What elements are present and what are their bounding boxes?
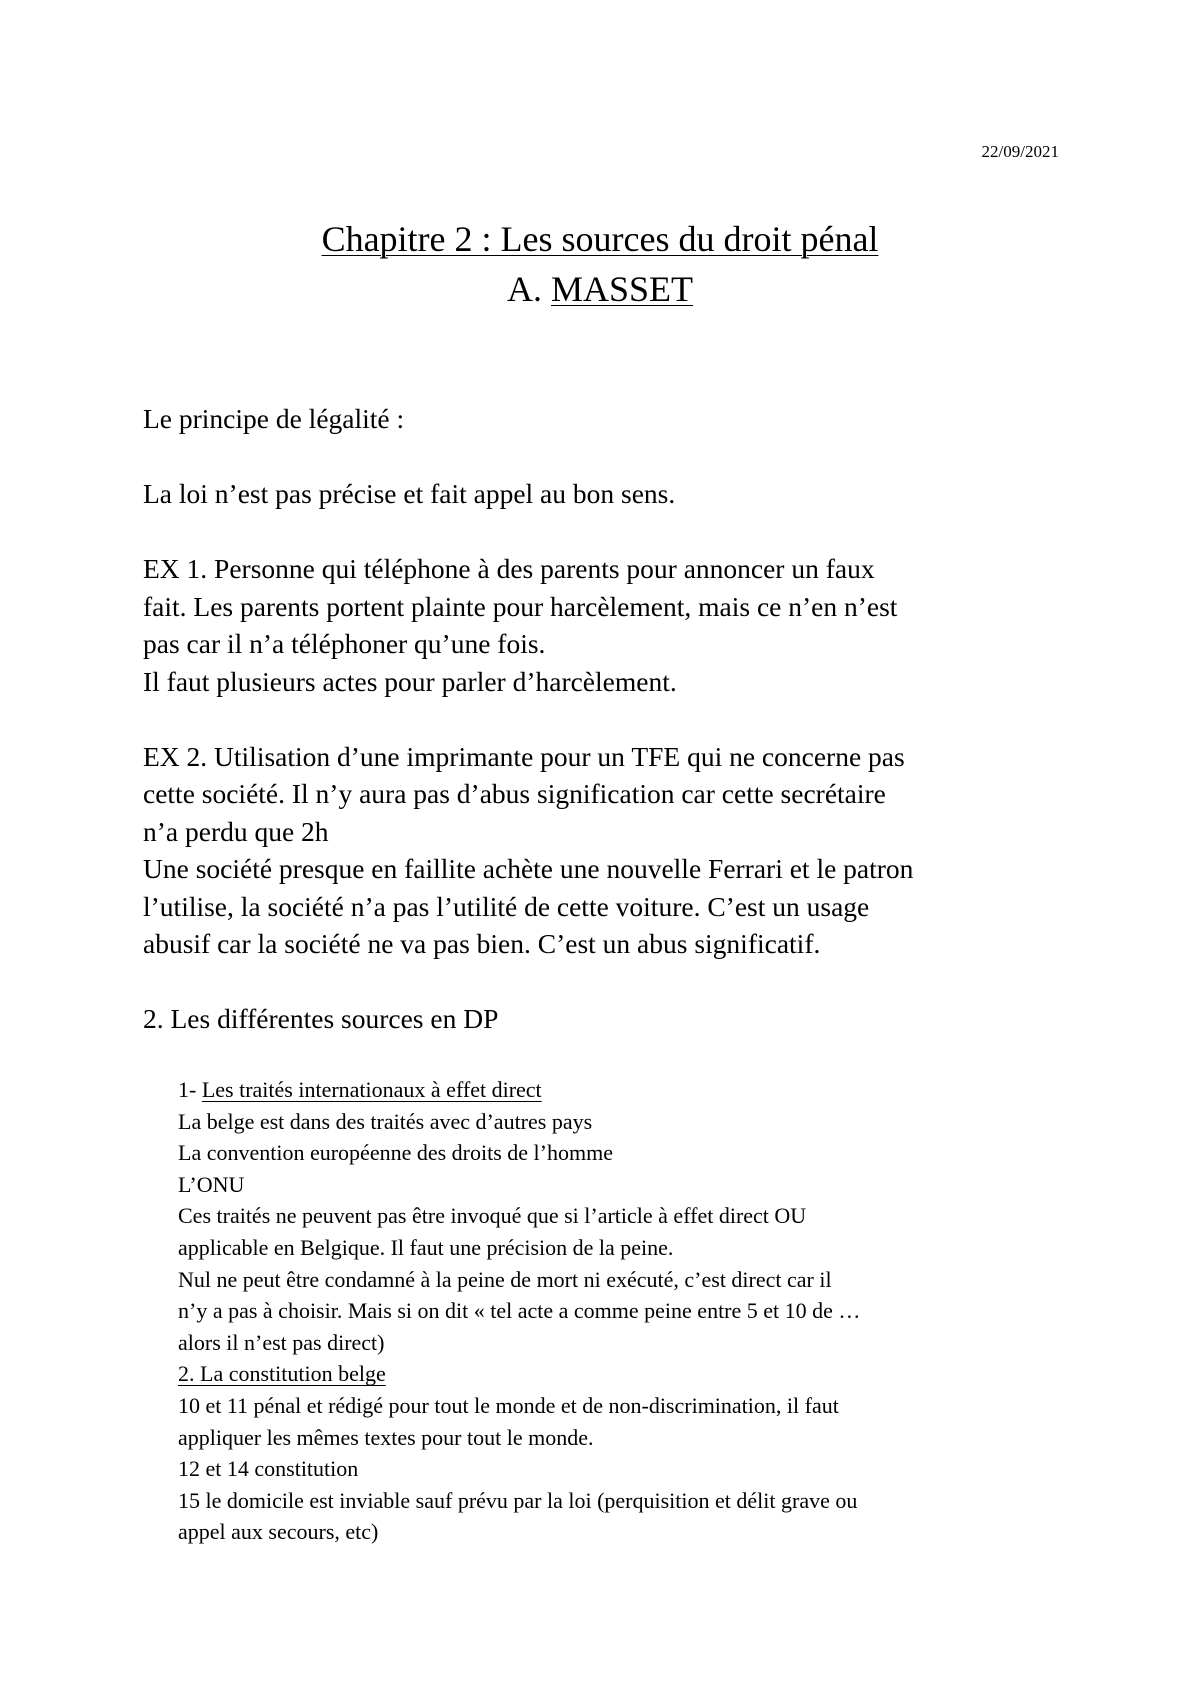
principle-heading [143,400,1073,438]
text-line: abusif car la société ne va pas bien. C’est un abus significatif. [143,928,821,959]
intro-paragraph [143,475,1073,513]
list-line: La convention européenne des droits de l’homme [178,1140,613,1166]
author-line [0,264,1200,314]
example-2-paragraph [143,738,1073,963]
text-line: 2. Les différentes sources en DP [143,1003,499,1034]
author-name: MASSET [550,269,694,309]
list-line: applicable en Belgique. Il faut une précision de la peine. [178,1234,674,1260]
text-line: La loi n’est pas précise et fait appel au bon sens. [143,478,676,509]
chapter-title: Chapitre 2 : Les sources du droit pénal [321,219,879,259]
document-date: 22/09/2021 [981,142,1059,161]
list-line: appliquer les mêmes textes pour tout le monde. [178,1424,594,1450]
list-line: Ces traités ne peuvent pas être invoqué que si l’article à effet direct OU [178,1203,807,1229]
author-initial: A. [506,269,551,309]
text-line: n’a perdu que 2h [143,815,329,847]
list-item-number: 1- [178,1077,202,1102]
body-text [143,400,1073,1075]
list-line: L’ONU [178,1171,245,1197]
list-line: Nul ne peut être condamné à la peine de mort ni exécuté, c’est direct car il [178,1266,832,1292]
text-line: EX 2. Utilisation d’une imprimante pour un TFE qui ne concerne pas [143,740,905,772]
list-line: 12 et 14 constitution [178,1456,359,1482]
text-line: Le principe de légalité : [143,403,405,434]
list-item-title: Les traités internationaux à effet direct [201,1077,542,1102]
list-line: alors il n’est pas direct) [178,1329,385,1355]
text-line: pas car il n’a téléphoner qu’une fois. [143,628,546,659]
text-line: l’utilise, la société n’a pas l’utilité de cette voiture. C’est un usage [143,890,870,922]
text-line: cette société. Il n’y aura pas d’abus signification car cette secrétaire [143,778,886,809]
list-item-heading [178,1074,1078,1106]
text-line: fait. Les parents portent plainte pour harcèlement, mais ce n’en n’est [143,590,898,622]
example-1-paragraph [143,550,1073,700]
list-line: n’y a pas à choisir. Mais si on dit « tel acte a comme peine entre 5 et 10 de … [178,1298,861,1324]
title-block [0,214,1200,314]
list-item-heading: 2. La constitution belge [178,1361,386,1387]
text-line: EX 1. Personne qui téléphone à des parents pour annoncer un faux [143,553,875,584]
list-line: 15 le domicile est inviable sauf prévu par la loi (perquisition et délit grave ou [178,1487,858,1513]
list-line: appel aux secours, etc) [178,1519,379,1545]
list-line: 10 et 11 pénal et rédigé pour tout le monde et de non-discrimination, il faut [178,1392,839,1418]
list-line: La belge est dans des traités avec d’autres pays [178,1108,593,1134]
text-line: Il faut plusieurs actes pour parler d’harcèlement. [143,665,677,697]
sources-list [178,1074,1078,1548]
section-heading [143,1000,1073,1038]
text-line: Une société presque en faillite achète une nouvelle Ferrari et le patron [143,853,914,884]
